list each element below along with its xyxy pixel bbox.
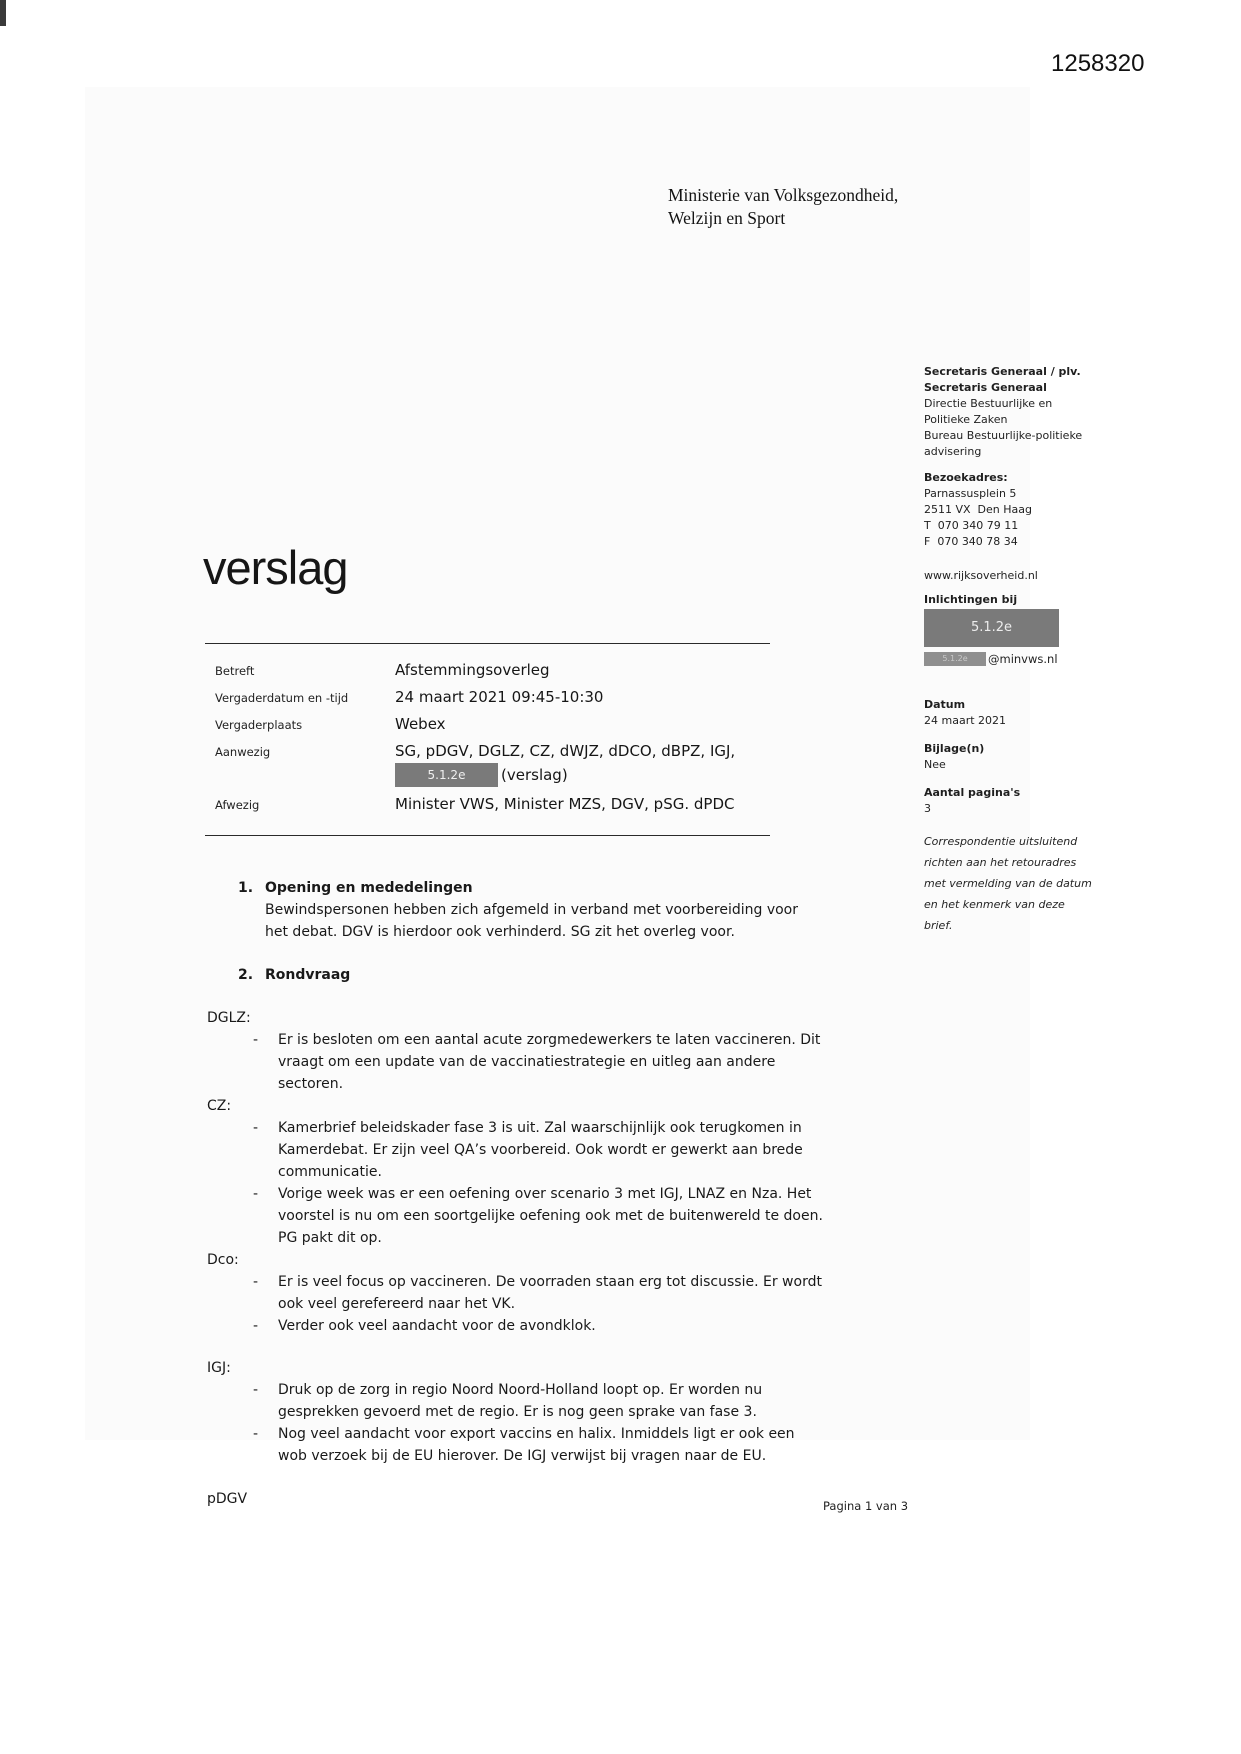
visit-address-block — [924, 470, 1102, 550]
visit-address-label: Bezoekadres: — [924, 471, 1008, 484]
meta-row-betreft — [215, 660, 835, 680]
page-number-footer: Pagina 1 van 3 — [823, 1499, 909, 1513]
bullet-item — [205, 1271, 830, 1315]
bullet-item — [205, 1183, 830, 1249]
datum-value: 24 maart 2021 — [924, 714, 1007, 727]
bullet-text: Er is veel focus op vaccineren. De voorraden staan erg tot discussie. Er wordt ook veel gerefereerd naar het VK. — [278, 1274, 822, 1312]
website-text: www.rijksoverheid.nl — [924, 569, 1038, 582]
bullet-text: Kamerbrief beleidskader fase 3 is uit. Zal waarschijnlijk ook terugkomen in Kamerdebat. Er zijn veel QA’s voorbereid. Ook wordt er gewerkt aan brede communicatie. — [278, 1120, 803, 1180]
speaker-group-pdgv — [205, 1488, 830, 1510]
speaker-group-igj — [205, 1357, 830, 1467]
meta-value: 24 maart 2021 09:45-10:30 — [395, 688, 604, 706]
org-unit-line: Bureau Bestuurlijke-politieke — [924, 429, 1083, 442]
bullet-item — [205, 1315, 830, 1337]
horizontal-rule-bottom — [205, 835, 770, 836]
org-unit-line: Politieke Zaken — [924, 413, 1008, 426]
bullet-item — [205, 1379, 830, 1423]
bullet-dash: - — [253, 1032, 259, 1048]
bullet-item — [205, 1423, 830, 1467]
document-body — [205, 877, 830, 1510]
correspondence-note: Correspondentie uitsluitend richten aan het retouradres met vermelding van de datum en het kenmerk van deze brief. — [924, 835, 1092, 932]
datum-field — [924, 697, 1102, 729]
org-name-line: Secretaris Generaal — [924, 381, 1047, 394]
bullet-item — [205, 1029, 830, 1095]
phone-line: T 070 340 79 11 — [924, 519, 1019, 532]
bullet-dash: - — [253, 1186, 259, 1202]
speaker-label: IGJ: — [207, 1360, 231, 1376]
email-domain-text: @minvws.nl — [988, 652, 1058, 666]
bullet-dash: - — [253, 1426, 259, 1442]
meta-value — [395, 741, 735, 787]
speaker-group-dglz — [205, 1007, 830, 1095]
org-unit-line: Directie Bestuurlijke en — [924, 397, 1053, 410]
meeting-meta-table — [215, 660, 835, 821]
speaker-label: DGLZ: — [207, 1010, 251, 1026]
attendees-line1: SG, pDGV, DGLZ, CZ, dWJZ, dDCO, dBPZ, IGJ, — [395, 742, 736, 760]
meta-row-afwezig — [215, 794, 835, 814]
visit-address-line: Parnassusplein 5 — [924, 487, 1017, 500]
meta-row-aanwezig — [215, 741, 835, 787]
document-title: verslag — [203, 541, 348, 594]
contact-block — [924, 592, 1102, 667]
speaker-group-cz — [205, 1095, 830, 1249]
speaker-label: CZ: — [207, 1098, 232, 1114]
visit-address-line: 2511 VX Den Haag — [924, 503, 1032, 516]
org-block — [924, 364, 1102, 460]
speaker-label: pDGV — [207, 1491, 248, 1507]
bullet-text: Er is besloten om een aantal acute zorgmedewerkers te laten vaccineren. Dit vraagt om een update van de vaccinatiestrategie en uitleg aan andere sectoren. — [278, 1032, 821, 1092]
meta-label: Vergaderplaats — [215, 718, 303, 732]
section-number: 1. — [238, 880, 254, 896]
meta-row-vergaderdatum — [215, 687, 835, 707]
fax-line: F 070 340 78 34 — [924, 535, 1018, 548]
bullet-dash: - — [253, 1274, 259, 1290]
contact-email-row — [924, 651, 1102, 667]
org-name-line: Secretaris Generaal / plv. — [924, 365, 1081, 378]
bullet-text: Vorige week was er een oefening over scenario 3 met IGJ, LNAZ en Nza. Het voorstel is nu om een soortgelijke oefening ook met de buitenwereld te doen. PG pakt dit op. — [278, 1186, 823, 1246]
speaker-label: Dco: — [207, 1252, 239, 1268]
meta-value: Webex — [395, 715, 446, 733]
bullet-dash: - — [253, 1318, 259, 1334]
bullet-dash: - — [253, 1120, 259, 1136]
section-title: Opening en mededelingen — [265, 880, 473, 896]
ministry-name-line2: Welzijn en Sport — [668, 208, 786, 228]
page-count-value: 3 — [924, 802, 931, 815]
meta-value: Afstemmingsoverleg — [395, 661, 550, 679]
bullet-dash: - — [253, 1382, 259, 1398]
meta-label: Betreft — [215, 664, 255, 678]
bullet-item — [205, 1117, 830, 1183]
ministry-name-line1: Ministerie van Volksgezondheid, — [668, 185, 899, 205]
section-rondvraag — [205, 964, 830, 986]
letterhead-sidebar — [924, 364, 1102, 936]
meta-label: Vergaderdatum en -tijd — [215, 691, 349, 705]
meta-label: Aanwezig — [215, 745, 271, 759]
attendees-note: (verslag) — [501, 766, 568, 784]
contact-label: Inlichtingen bij — [924, 593, 1018, 606]
ministry-name — [668, 184, 898, 230]
bullet-text: Verder ook veel aandacht voor de avondklok. — [278, 1318, 596, 1334]
section-opening — [205, 877, 830, 943]
section-title: Rondvraag — [265, 967, 351, 983]
document-number: 1258320 — [1051, 50, 1145, 77]
scan-artifact — [0, 0, 6, 26]
page-count-field — [924, 785, 1102, 817]
bijlage-field — [924, 741, 1102, 773]
redaction-box: 5.1.2e — [395, 763, 498, 787]
redaction-box-email-local: 5.1.2e — [924, 652, 986, 666]
attendees-line2 — [395, 763, 735, 787]
section-number: 2. — [238, 967, 254, 983]
section-text: Bewindspersonen hebben zich afgemeld in verband met voorbereiding voor het debat. DGV is hierdoor ook verhinderd. SG zit het overleg voor. — [265, 902, 798, 940]
datum-label: Datum — [924, 698, 966, 711]
meta-row-vergaderplaats — [215, 714, 835, 734]
bullet-text: Druk op de zorg in regio Noord Noord-Holland loopt op. Er worden nu gesprekken gevoerd met de regio. Er is nog geen sprake van fase 3. — [278, 1382, 763, 1420]
bullet-text: Nog veel aandacht voor export vaccins en halix. Inmiddels ligt er ook een wob verzoek bij de EU hierover. De IGJ verwijst bij vragen naar de EU. — [278, 1426, 795, 1464]
meta-label: Afwezig — [215, 798, 260, 812]
bijlage-label: Bijlage(n) — [924, 742, 985, 755]
horizontal-rule-top — [205, 643, 770, 644]
redaction-box-contact-name: 5.1.2e — [924, 609, 1059, 647]
page-count-label: Aantal pagina's — [924, 786, 1021, 799]
org-unit-line: advisering — [924, 445, 982, 458]
meta-value: Minister VWS, Minister MZS, DGV, pSG. dPDC — [395, 795, 735, 813]
bijlage-value: Nee — [924, 758, 946, 771]
speaker-group-dco — [205, 1249, 830, 1337]
website-block — [924, 568, 1102, 584]
